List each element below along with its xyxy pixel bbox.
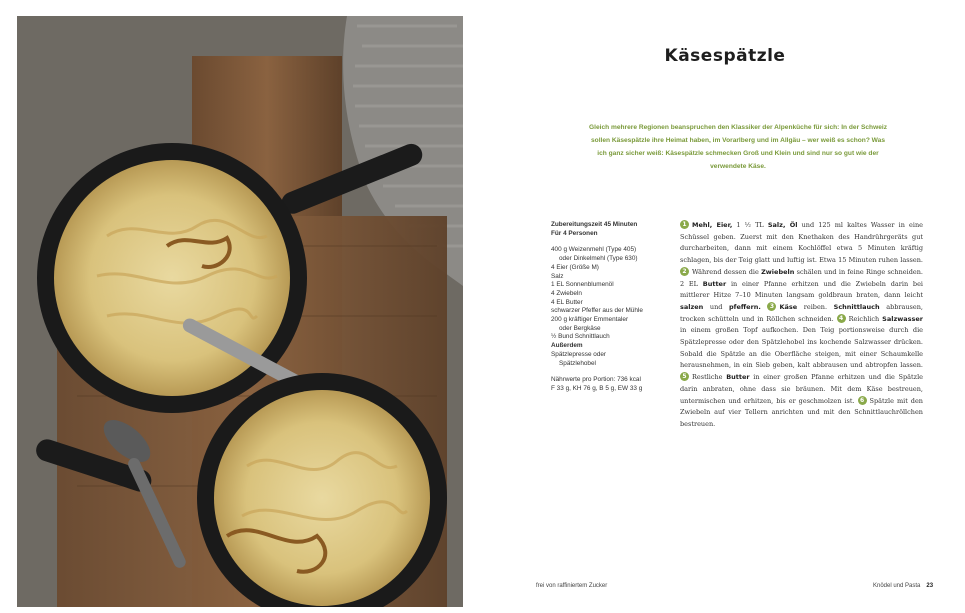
recipe-photo	[17, 16, 463, 607]
footer-section	[873, 583, 933, 589]
step-text: und 125 ml kaltes Wasser in eine Schüssel geben. Zuerst mit den Knethaken des Handrührgeräts gut durcharbeiten, dann mit einem Kochlöffel etwa 5 Minuten kräftig schlagen, bis der Teig glatt und luftig ist. Etwa 15 Minuten ruhen lassen.	[680, 221, 923, 265]
recipe-steps	[680, 220, 923, 431]
extra-item: Spätzlepresse oder	[551, 350, 607, 358]
step-text: in einer großen Pfanne erhitzen und die Spätzle darin anbraten, ohne dass sie bräunen. Mit dem Käse bestreuen, untermischen und erhitzen, bis er geschmolzen ist.	[680, 373, 923, 405]
step-text: Reichlich	[848, 314, 883, 323]
step-keyword: Salz, Öl	[767, 221, 798, 229]
step-text: und	[703, 302, 730, 311]
nutrition-line: F 33 g, KH 76 g, B 5 g, EW 33 g	[551, 384, 643, 392]
ingredient-list	[551, 246, 669, 368]
step-keyword: pfeffern.	[729, 302, 761, 311]
step-text: Restliche	[692, 373, 727, 382]
step-number-badge: 3	[767, 302, 776, 311]
step-text: Spätzle mit den Zwiebeln auf vier Tellern anrichten und mit den Schnittlauchröllchen bestreuen.	[680, 396, 923, 428]
step-keyword: Butter	[702, 279, 727, 288]
step-text: abbrausen, trocken schütteln und in Röllchen schneiden.	[680, 302, 923, 323]
step-number-badge: 1	[680, 220, 689, 229]
ingredient-item: 4 EL Butter	[551, 298, 583, 306]
ingredient-item: ½ Bund Schnittlauch	[551, 333, 610, 341]
step-number-badge: 4	[837, 314, 846, 323]
ingredient-item: 200 g kräftiger Emmentaler	[551, 316, 629, 324]
recipe-title: Käsespätzle	[664, 46, 786, 66]
ingredient-item: oder Bergkäse	[559, 324, 601, 332]
step-text: schälen und in feine Ringe schneiden. 2 EL	[680, 267, 923, 288]
ingredient-item: oder Dinkelmehl (Type 630)	[559, 255, 638, 263]
ingredient-item: 4 Zwiebeln	[551, 289, 582, 297]
step-number-badge: 5	[680, 372, 689, 381]
step-keyword: Schnittlauch	[833, 302, 880, 311]
step-number-badge: 6	[858, 396, 867, 405]
step-text: 1 ½ TL	[732, 221, 768, 229]
ingredient-item: 4 Eier (Größe M)	[551, 263, 599, 271]
extras-header: Außerdem	[551, 342, 583, 350]
step-number-badge: 2	[680, 267, 689, 276]
step-keyword: Salzwasser	[882, 314, 923, 323]
step-keyword: Käse	[779, 302, 798, 311]
ingredient-item: 1 EL Sonnenblumenöl	[551, 281, 614, 289]
step-keyword: Mehl, Eier,	[692, 221, 733, 229]
step-text: in einer Pfanne erhitzen und die Zwiebeln darin bei mittlerer Hitze 7–10 Minuten langsam goldbraun braten, dann leicht	[680, 279, 923, 300]
step-keyword: Butter	[726, 373, 750, 382]
nutrition-line: Nährwerte pro Portion: 736 kcal	[551, 376, 641, 384]
ingredient-item: Salz	[551, 272, 564, 280]
footer-section-label: Knödel und Pasta	[873, 583, 921, 589]
recipe-intro: Gleich mehrere Regionen beanspruchen den Klassiker der Alpenküche für sich: In der Schweiz sollen Käsespätzle ihre Heimat haben, im Vorarlberg und im Allgäu – wer weiß es schon? Was ich ganz sicher weiß: Käsespätzle schmecken Groß und Klein und sind nur so gut wie der verwendete Käse.	[588, 124, 888, 170]
ingredient-item: schwarzer Pfeffer aus der Mühle	[551, 307, 643, 315]
footer-tagline: frei von raffiniertem Zucker	[536, 583, 608, 589]
step-keyword: salzen	[680, 302, 704, 311]
nutrition-info	[551, 376, 669, 393]
ingredients-panel	[551, 221, 669, 394]
ingredient-item: 400 g Weizenmehl (Type 405)	[551, 246, 637, 254]
prep-time: Zubereitungszeit 45 Minuten	[551, 221, 638, 228]
step-text: Während dessen die	[692, 267, 762, 276]
step-text: reiben.	[797, 302, 834, 311]
extra-item: Spätzlehobel	[559, 359, 596, 367]
step-text: in einem großen Topf aufkochen. Den Teig portionsweise durch die Spätzlepresse oder den Spätzlehobel ins kochende Salzwasser drücken. Sobald die Spätzle an die Oberfläche steigen, mit einer Schaumkelle herausnehmen, in ein Sieb geben, kalt abbrausen und abtropfen lassen.	[680, 326, 923, 370]
kaesespaetzle-photo-illustration	[17, 16, 463, 607]
step-keyword: Zwiebeln	[761, 267, 795, 276]
page-number: 23	[926, 583, 934, 589]
servings: Für 4 Personen	[551, 229, 598, 237]
